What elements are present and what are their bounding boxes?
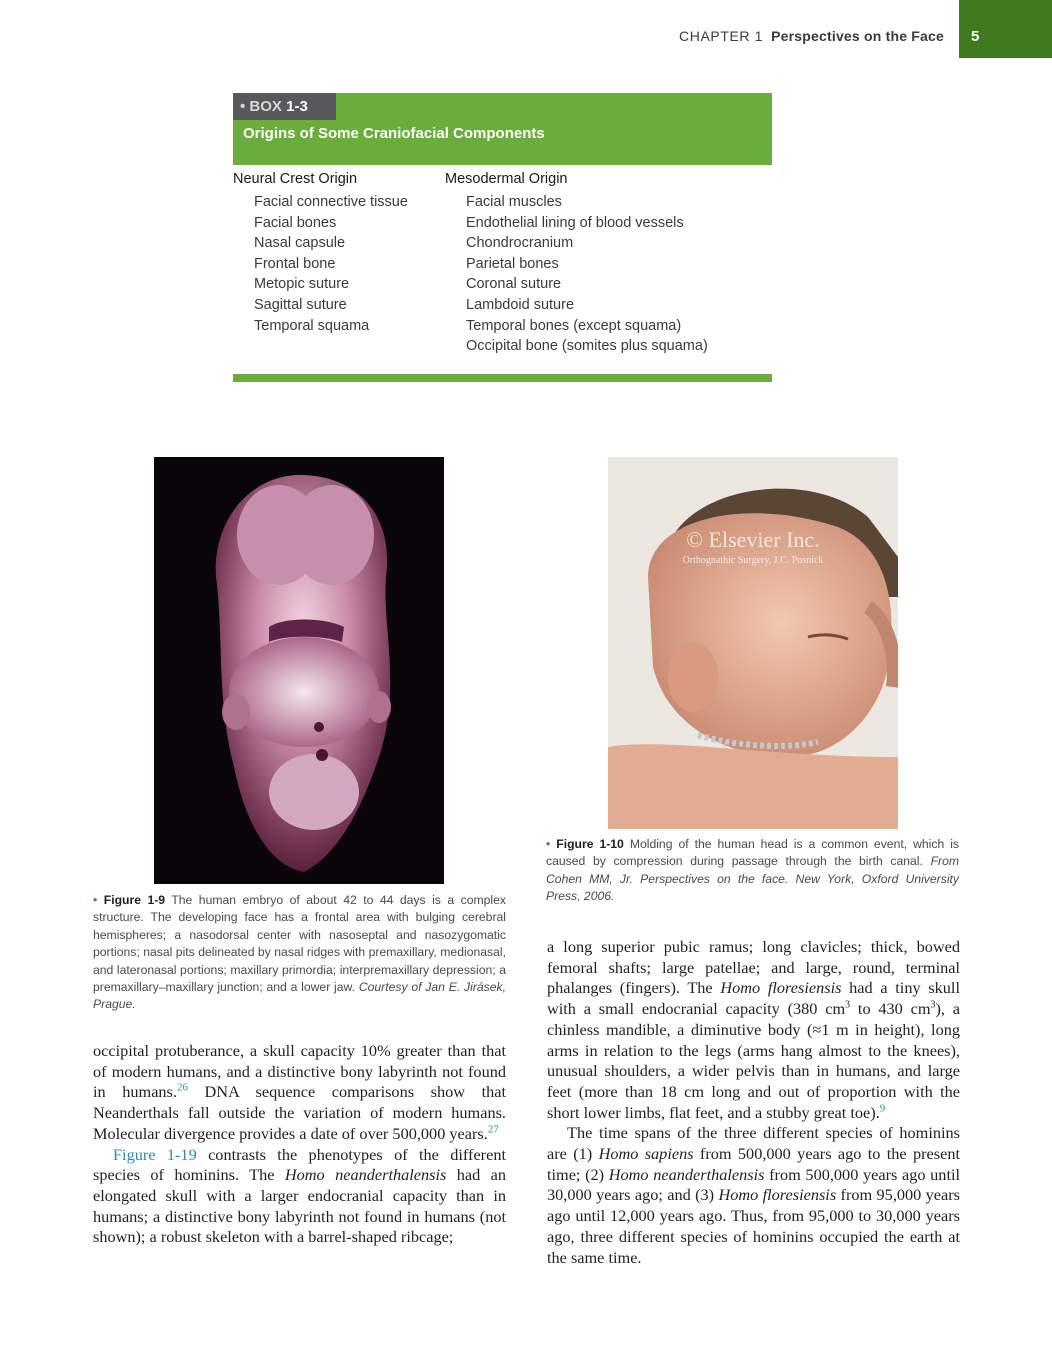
body-column-right [547,937,960,1268]
box-bottom-rule [233,374,772,382]
chapter-title: Perspectives on the Face [771,28,944,44]
box-title: Origins of Some Craniofacial Components [243,125,545,142]
body-column-left [93,1041,506,1248]
embryo-illustration [154,457,444,884]
box-header [233,93,772,165]
paragraph [93,1041,506,1145]
mesodermal-list [445,192,708,357]
box-label-prefix: • BOX [240,98,282,115]
box-label [233,93,336,120]
text-run: to 430 cm [850,999,931,1019]
paragraph [93,1145,506,1249]
list-item: Facial muscles [466,194,562,210]
caption-credit: Courtesy of Jan E. Jirásek, Prague. [93,980,507,1012]
species-name: Homo sapiens [598,1144,694,1164]
neural-crest-list [233,192,408,336]
text-run: from 500,000 years ago until 30,000 years ago; and (3) [547,1164,961,1205]
caption-bullet: • [93,893,98,907]
text-run: had an elongated skull with a larger endocranial capacity than in humans; a distinctive bony labyrinth not found in humans (not shown); a robust skeleton with a barrel-shaped ribcage; [93,1165,507,1247]
caption-credit-a: From Cohen MM, Jr. Perspectives on the face. [546,854,959,886]
text-run: a long superior pubic ramus; long clavicles; thick, bowed femoral shafts; large patellae; and large, round, terminal phalanges (fingers). The [547,937,960,998]
watermark-line-1: © Elsevier Inc. [686,527,820,552]
mesodermal-heading: Mesodermal Origin [445,171,568,187]
embryo-photo [154,457,444,884]
list-item: Nasal capsule [254,235,346,252]
caption-text: The human embryo of about 42 to 44 days is a complex structure. The developing face has a frontal area with bulging cerebral hemispheres; a nasodorsal center with nasoseptal and nasozygomatic portions; nasal pits delineated by nasal ridges with premaxillary, medionasal, and lateronasal portions; maxillary primordia; interpremaxillary depression; a premaxillary–maxillary junction; and a lower jaw. [93,893,506,995]
superscript: 3 [845,999,851,1011]
text-run: DNA sequence comparisons show that Neanderthals fall outside the variation of modern humans. Molecular divergence provides a date of over 500,000 years. [93,1082,506,1143]
paragraph [547,1123,960,1268]
text-run: The time spans of the three different species of hominins are (1) [547,1123,960,1164]
list-item: Facial bones [254,214,337,231]
paragraph [547,937,960,1123]
figure-number: Figure 1-10 [556,837,624,851]
mesodermal-column [445,171,708,357]
box-label-number: 1-3 [286,98,308,115]
newborn-photo [608,457,898,829]
page-number-tab [959,0,1052,58]
list-item: Sagittal suture [254,296,347,313]
caption-bullet: • [546,837,551,851]
reference-link[interactable]: 27 [487,1123,499,1136]
watermark-line-2: Orthognathic Surgery, J.C. Posnick [682,555,824,566]
running-header [679,28,944,44]
neural-crest-column [233,171,408,336]
text-run: from 500,000 years ago to the present time; (2) [547,1144,961,1184]
neural-crest-heading: Neural Crest Origin [233,171,358,187]
text-run: from 95,000 years ago until 12,000 years ago. Thus, from 95,000 to 30,000 years ago, three different species of hominins occupied the earth at the same time. [547,1185,961,1267]
figure-1-9-caption [93,892,506,1014]
box-1-3 [233,93,772,375]
reference-link[interactable]: 9 [879,1102,886,1115]
list-item: Frontal bone [254,255,336,272]
list-item: Metopic suture [254,276,350,293]
figure-link[interactable]: Figure 1-19 [113,1144,197,1164]
species-name: Homo neanderthalensis [608,1164,765,1184]
reference-link[interactable]: 26 [176,1081,188,1094]
caption-text: Molding of the human head is a common event, which is caused by compression during passage through the birth canal. [546,837,960,869]
text-run: occipital protuberance, a skull capacity 10% greater than that of modern humans, and a distinctive bony labyrinth not found in humans. [93,1041,506,1102]
list-item: Parietal bones [466,255,559,272]
species-name: Homo neanderthalensis [284,1165,447,1185]
list-item: Chondrocranium [466,235,574,252]
list-item: Facial connective tissue [254,194,408,210]
newborn-illustration [608,457,898,829]
list-item: Temporal bones (except squama) [466,317,682,334]
text-run: had a tiny skull with a small endocranial capacity (380 cm [547,978,960,1019]
chapter-label: CHAPTER 1 [679,28,764,44]
page-number: 5 [971,28,980,45]
list-item: Coronal suture [466,276,562,293]
list-item: Endothelial lining of blood vessels [466,214,684,231]
list-item: Occipital bone (somites plus squama) [466,338,708,355]
figure-1-10-caption [546,836,959,906]
box-columns [233,165,772,375]
list-item: Lambdoid suture [466,296,575,313]
text-run: contrasts the phenotypes of the different species of hominins. The [93,1144,506,1185]
species-name: Homo floresiensis [720,978,842,998]
species-name: Homo floresiensis [718,1185,837,1205]
caption-credit-b: New York, Oxford University Press, 2006. [546,871,960,904]
figure-number: Figure 1-9 [103,893,166,907]
superscript: 3 [930,999,936,1011]
list-item: Temporal squama [254,317,370,334]
text-run: ), a chinless mandible, a diminutive body (≈1 m in height), long arms in relation to the legs (arms hang almost to the knees), unusual shoulders, a wider pelvis than in humans, and large feet (more than 18 cm long and out of proportion with the short lower limbs, flat feet, and a stubby great toe). [547,999,960,1122]
